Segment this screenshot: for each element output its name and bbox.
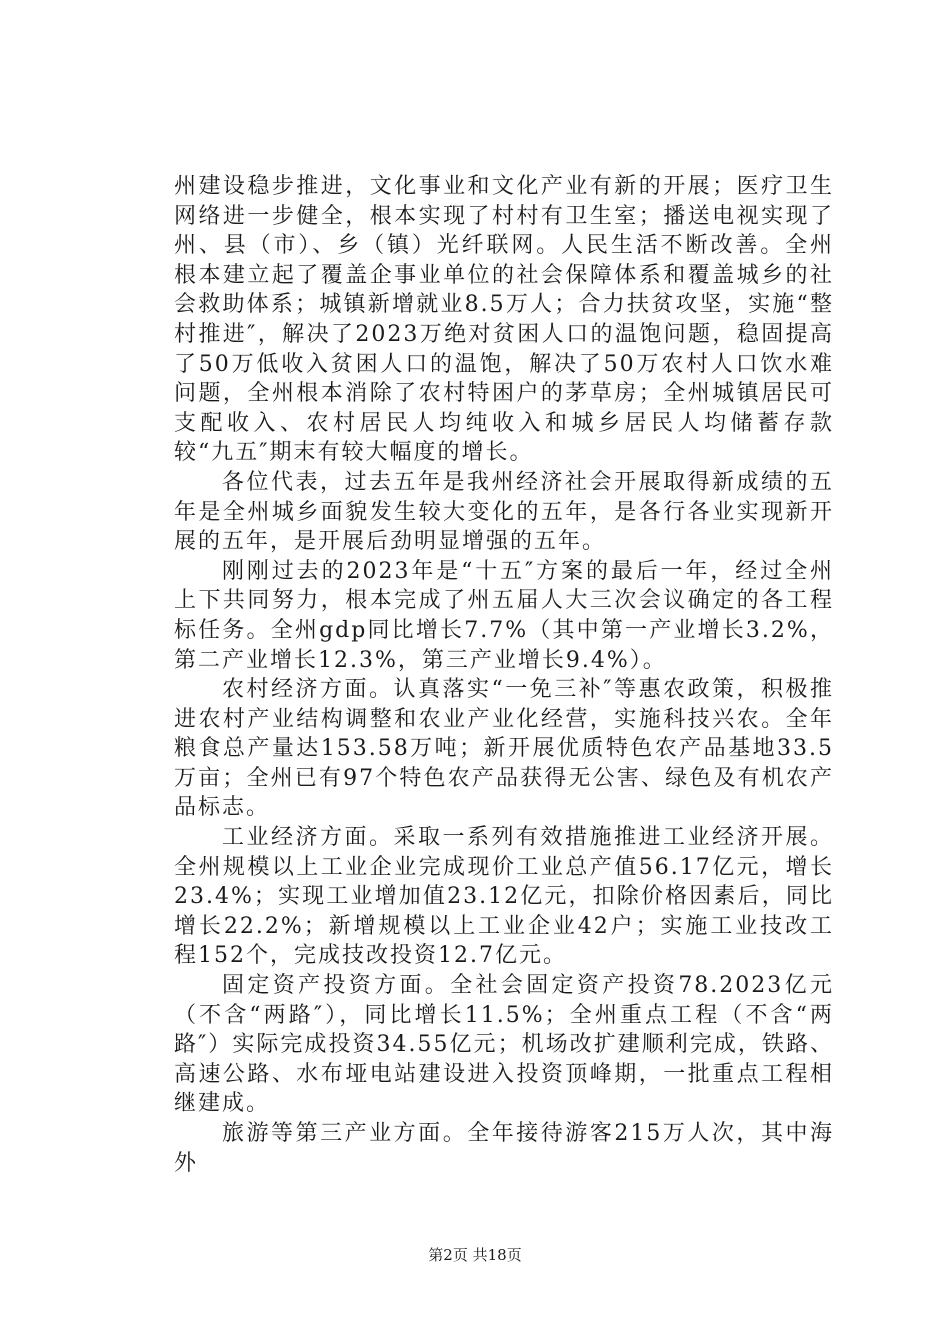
page-footer: 第2页 共18页 <box>428 1246 522 1264</box>
paragraph-4: 农村经济方面。认真落实“一免三补″等惠农政策，积极推进农村产业结构调整和农业产业化经营，实施科技兴农。全年粮食总产量达153.58万吨；新开展优质特色农产品基地33.5万亩；全州已有97个特色农产品获得无公害、绿色及有机农产品标志。 <box>174 677 834 821</box>
paragraph-5: 工业经济方面。采取一系列有效措施推进工业经济开展。全州规模以上工业企业完成现价工业总产值56.17亿元，增长23.4%；实现工业增加值23.12亿元，扣除价格因素后，同比增长22.2%；新增规模以上工业企业42户；实施工业技改工程152个，完成技改投资12.7亿元。 <box>174 825 834 969</box>
paragraph-6: 固定资产投资方面。全社会固定资产投资78.2023亿元（不含“两路″），同比增长11.5%；全州重点工程（不含“两路″）实际完成投资34.55亿元；机场改扩建顺利完成，铁路、高速公路、水布垭电站建设进入投资顶峰期，一批重点工程相继建成。 <box>174 973 834 1117</box>
paragraph-1: 州建设稳步推进，文化事业和文化产业有新的开展；医疗卫生网络进一步健全，根本实现了村村有卫生室；播送电视实现了州、县（市）、乡（镇）光纤联网。人民生活不断改善。全州根本建立起了覆盖企事业单位的社会保障体系和覆盖城乡的社会救助体系；城镇新增就业8.5万人；合力扶贫攻坚，实施“整村推进″，解决了2023万绝对贫困人口的温饱问题，稳固提高了50万低收入贫困人口的温饱，解决了50万农村人口饮水难问题，全州根本消除了农村特困户的茅草房；全州城镇居民可支配收入、农村居民人均纯收入和城乡居民人均储蓄存款较“九五″期末有较大幅度的增长。 <box>174 174 834 466</box>
paragraph-3: 刚刚过去的2023年是“十五″方案的最后一年，经过全州上下共同努力，根本完成了州五届人大三次会议确定的各工程标任务。全州gdp同比增长7.7%（其中第一产业增长3.2%，第二产业增长12.3%，第三产业增长9.4%）。 <box>174 558 834 673</box>
paragraph-7: 旅游等第三产业方面。全年接待游客215万人次，其中海外 <box>174 1121 834 1176</box>
paragraph-2: 各位代表，过去五年是我州经济社会开展取得新成绩的五年是全州城乡面貌发生较大变化的五年，是各行各业实现新开展的五年，是开展后劲明显增强的五年。 <box>174 469 834 555</box>
document-body <box>174 172 834 1178</box>
